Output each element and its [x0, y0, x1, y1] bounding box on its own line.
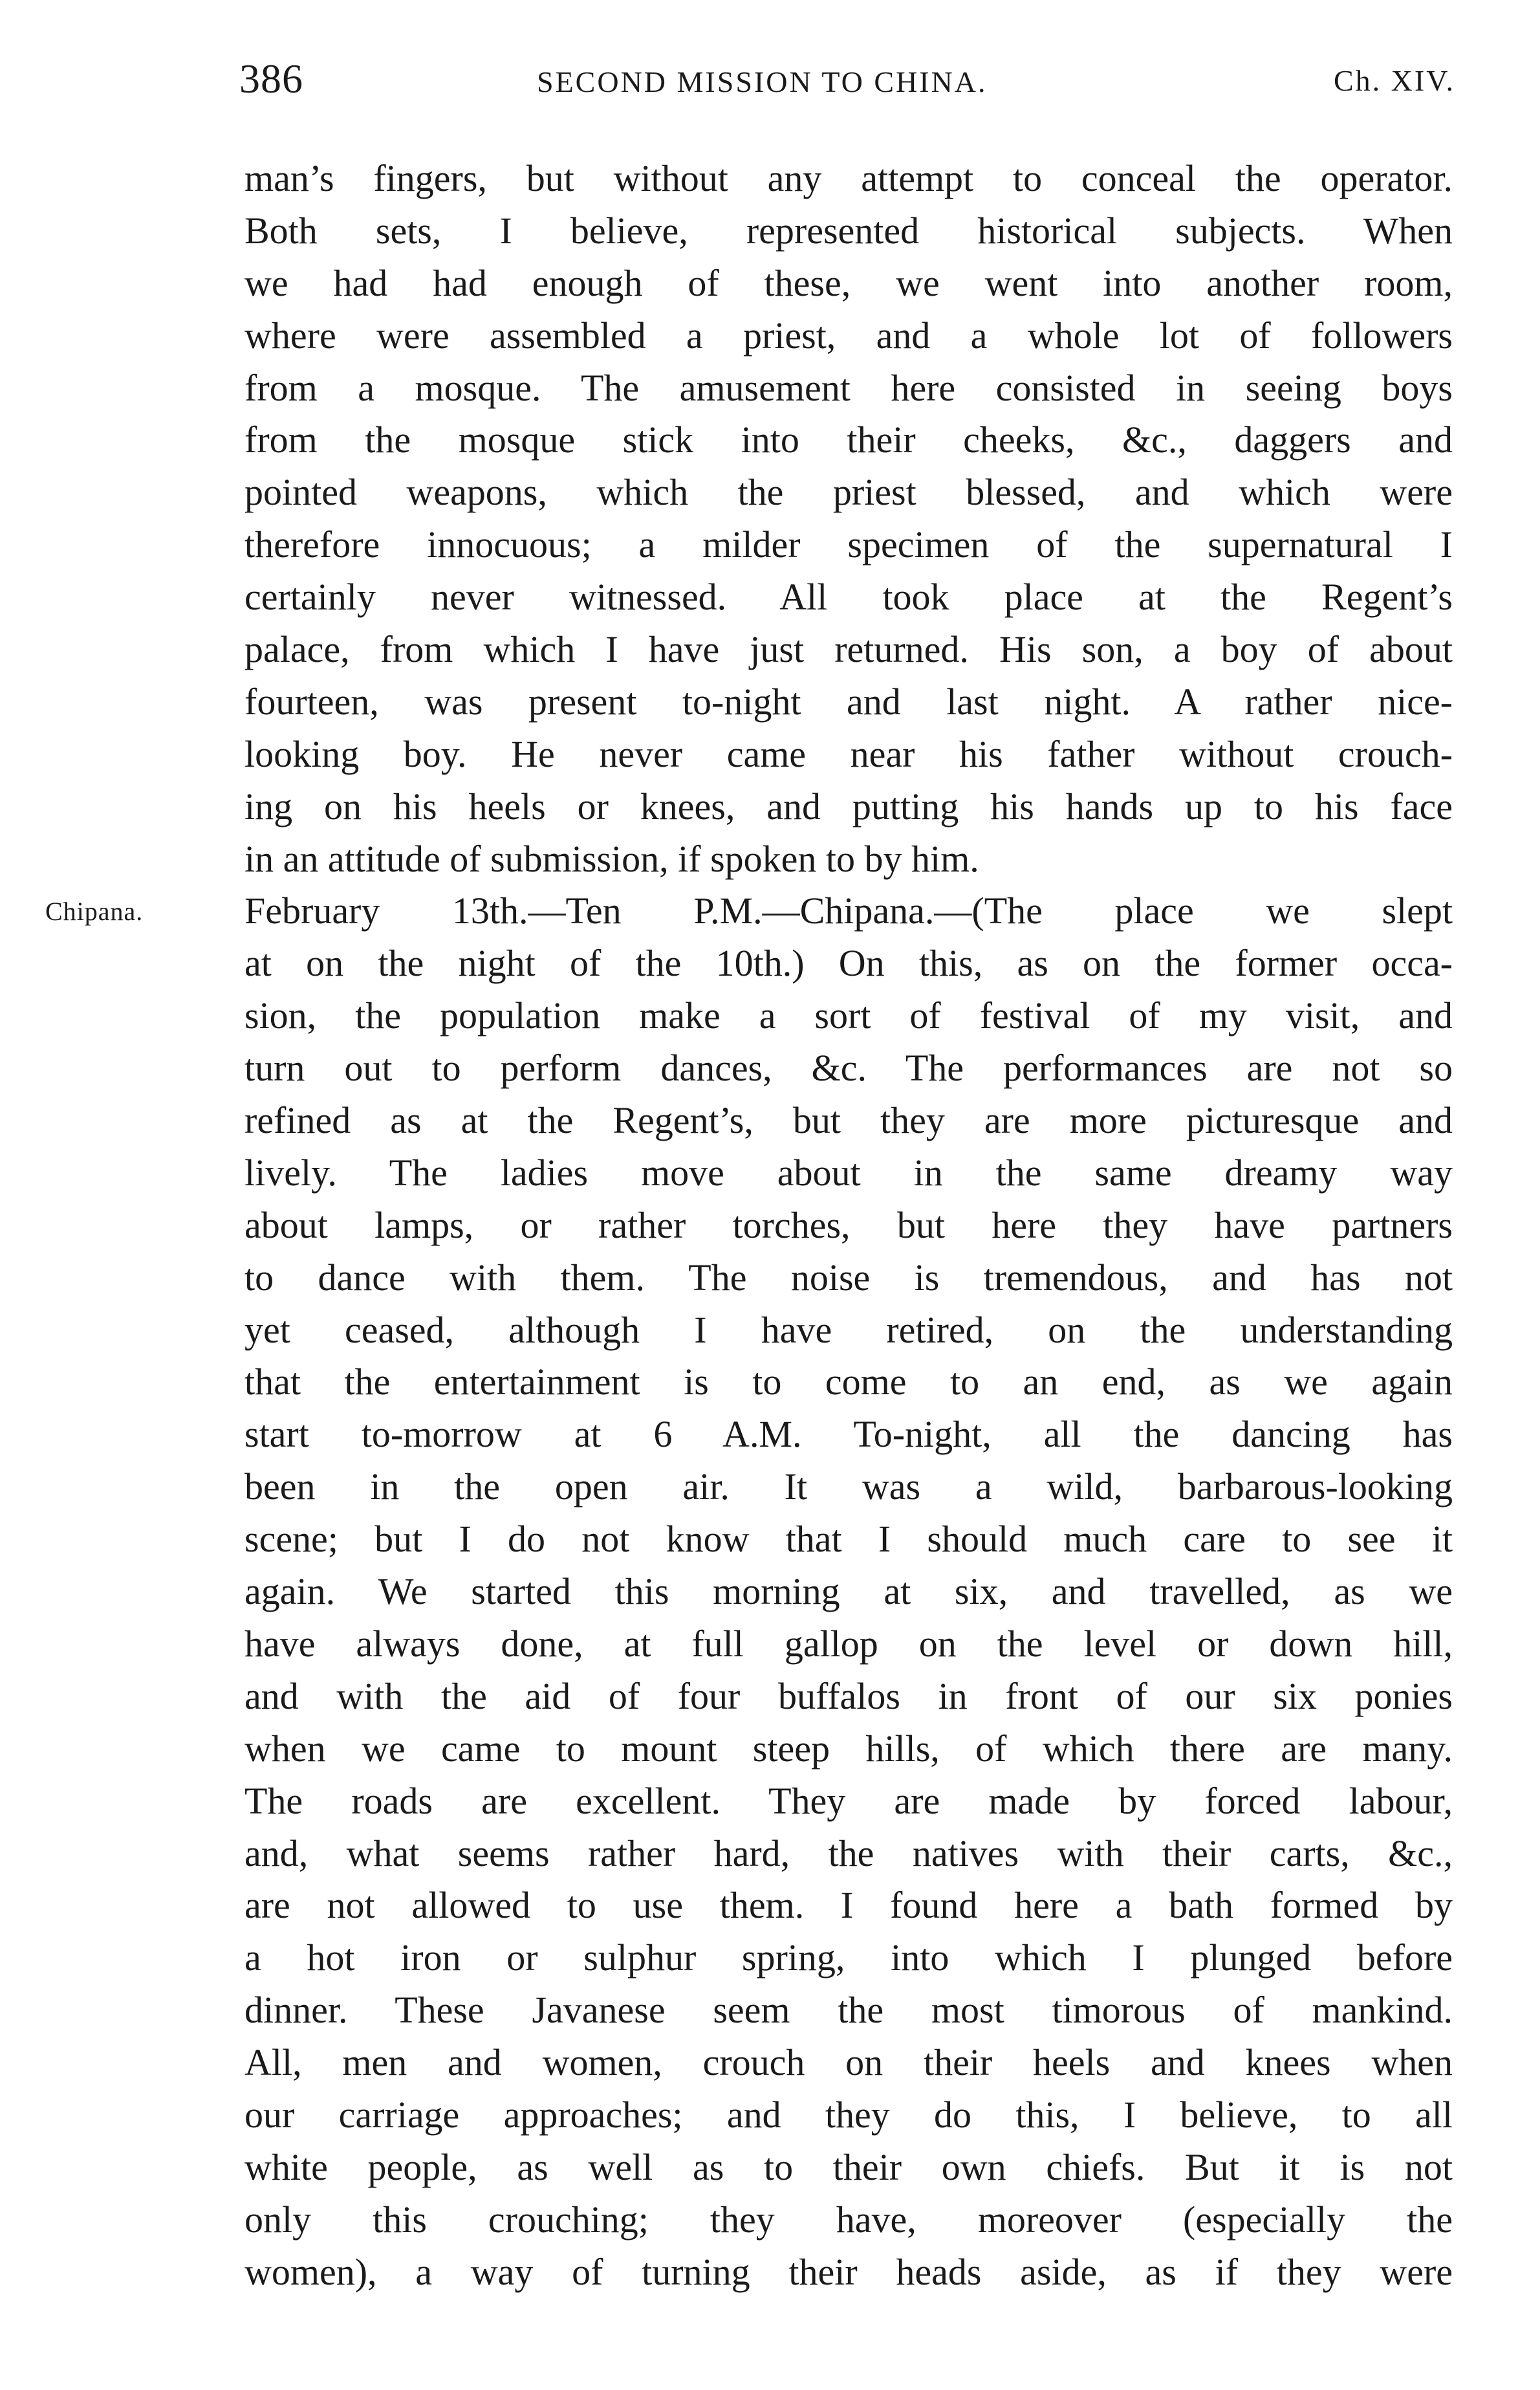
text-line: to dance with them. The noise is tremendous, and has not [244, 1256, 1453, 1299]
text-line: yet ceased, although I have retired, on the understanding [244, 1308, 1453, 1351]
text-line: ing on his heels or knees, and putting his hands up to his face [244, 785, 1453, 828]
running-head [239, 45, 1455, 116]
text-line: in an attitude of submission, if spoken to by him. [244, 837, 979, 880]
text-line: we had had enough of these, we went into another room, [244, 261, 1453, 304]
text-line: dinner. These Javanese seem the most timorous of mankind. [244, 1989, 1453, 2032]
text-line: therefore innocuous; a milder specimen of the supernatural I [244, 523, 1453, 566]
text-line: about lamps, or rather torches, but here they have partners [244, 1203, 1453, 1246]
text-line: palace, from which I have just returned. His son, a boy of about [244, 628, 1453, 671]
text-line: when we came to mount steep hills, of which there are many. [244, 1727, 1453, 1770]
text-line: pointed weapons, which the priest blessed, and which were [244, 471, 1453, 514]
text-line: have always done, at full gallop on the level or down hill, [244, 1622, 1453, 1665]
text-line: sion, the population make a sort of festival of my visit, and [244, 994, 1453, 1037]
text-line: start to-morrow at 6 A.M. To-night, all the dancing has [244, 1413, 1453, 1456]
text-line: where were assembled a priest, and a whole lot of followers [244, 314, 1453, 356]
margin-note: Chipana. [45, 897, 144, 926]
body-text [244, 153, 1453, 2299]
text-line: only this crouching; they have, moreover (especially the [244, 2198, 1453, 2241]
text-line: a hot iron or sulphur spring, into which I plunged before [244, 1936, 1453, 1979]
text-line: are not allowed to use them. I found here a bath formed by [244, 1884, 1453, 1927]
text-line: and, what seems rather hard, the natives with their carts, &c., [244, 1832, 1453, 1874]
text-line: and with the aid of four buffalos in front of our six ponies [244, 1674, 1453, 1717]
text-line: turn out to perform dances, &c. The performances are not so [244, 1047, 1453, 1090]
text-line: The roads are excellent. They are made by forced labour, [244, 1779, 1453, 1822]
text-line: man’s fingers, but without any attempt to conceal the operator. [244, 157, 1453, 199]
text-line: white people, as well as to their own chiefs. But it is not [244, 2145, 1453, 2188]
text-line: from a mosque. The amusement here consisted in seeing boys [244, 366, 1453, 409]
text-line: been in the open air. It was a wild, barbarous-looking [244, 1465, 1453, 1508]
text-line: from the mosque stick into their cheeks, &c., daggers and [244, 419, 1453, 461]
text-line: looking boy. He never came near his father without crouch- [244, 732, 1453, 775]
text-line: lively. The ladies move about in the same dreamy way [244, 1151, 1453, 1194]
text-line: Both sets, I believe, represented historical subjects. When [244, 209, 1453, 252]
text-line: refined as at the Regent’s, but they are more picturesque and [244, 1099, 1453, 1142]
text-line: our carriage approaches; and they do this, I believe, to all [244, 2093, 1453, 2136]
text-line: certainly never witnessed. All took place at the Regent’s [244, 576, 1453, 619]
text-line: again. We started this morning at six, and travelled, as we [244, 1570, 1453, 1613]
page-number: 386 [239, 56, 303, 102]
text-line: women), a way of turning their heads aside, as if they were [244, 2250, 1453, 2293]
chapter-label: Ch. XIV. [1333, 64, 1455, 97]
running-title: SECOND MISSION TO CHINA. [537, 65, 988, 98]
text-line: scene; but I do not know that I should much care to see it [244, 1518, 1453, 1561]
text-line: fourteen, was present to-night and last night. A rather nice- [244, 680, 1453, 723]
text-line: February 13th.—Ten P.M.—Chipana.—(The place we slept [244, 890, 1453, 932]
text-line: All, men and women, crouch on their heels and knees when [244, 2041, 1453, 2084]
text-line: at on the night of the 10th.) On this, as on the former occa- [244, 942, 1453, 985]
text-line: that the entertainment is to come to an end, as we again [244, 1361, 1453, 1403]
